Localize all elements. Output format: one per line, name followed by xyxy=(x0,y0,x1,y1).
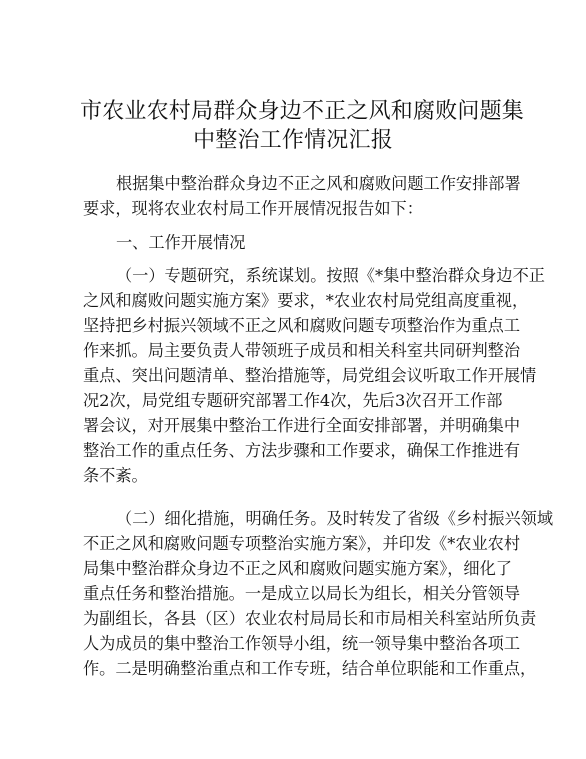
intro-line-1: 根据集中整治群众身边不正之风和腐败问题工作安排部署 xyxy=(116,174,521,193)
para1-line-4: 作来抓。局主要负责人带领班子成员和相关科室共同研判整治 xyxy=(83,341,521,360)
para2-line-4: 重点任务和整治措施。一是成立以局长为组长，相关分管领导 xyxy=(83,584,521,603)
para2-line-6: 人为成员的集中整治工作领导小组，统一领导集中整治各项工 xyxy=(83,634,521,653)
para2-line-2: 不正之风和腐败问题专项整治实施方案》，并印发《*农业农村 xyxy=(83,534,521,553)
intro-line-2: 要求，现将农业农村局工作开展情况报告如下： xyxy=(83,199,423,218)
document-title-line-1: 市农业农村局群众身边不正之风和腐败问题集 xyxy=(80,99,525,124)
para1-line-1: （一）专题研究，系统谋划。按照《*集中整治群众身边不正 xyxy=(116,266,545,285)
para1-line-5: 重点、突出问题清单、整治措施等，局党组会议听取工作开展情 xyxy=(83,366,537,385)
para1-line-2: 之风和腐败问题实施方案》要求，*农业农村局党组高度重视， xyxy=(83,291,529,310)
para1-line-7: 署会议，对开展集中整治工作进行全面安排部署，并明确集中 xyxy=(83,416,521,435)
para1-line-9: 条不紊。 xyxy=(83,466,148,485)
para1-line-8: 整治工作的重点任务、方法步骤和工作要求，确保工作推进有 xyxy=(83,441,521,460)
para2-line-1: （二）细化措施，明确任务。及时转发了省级《乡村振兴领域 xyxy=(116,509,554,528)
para2-line-3: 局集中整治群众身边不正之风和腐败问题实施方案》，细化了 xyxy=(83,559,512,578)
para2-line-5: 为副组长，各县（区）农业农村局局长和市局相关科室站所负责 xyxy=(83,609,537,628)
para2-line-7: 作。二是明确整治重点和工作专班，结合单位职能和工作重点， xyxy=(83,659,537,678)
section-heading: 一、工作开展情况 xyxy=(116,233,246,252)
document-title-line-2: 中整治工作情况汇报 xyxy=(193,128,393,153)
para1-line-6: 况2次，局党组专题研究部署工作4次，先后3次召开工作部 xyxy=(83,391,503,410)
para1-line-3: 坚持把乡村振兴领域不正之风和腐败问题专项整治作为重点工 xyxy=(83,316,521,335)
